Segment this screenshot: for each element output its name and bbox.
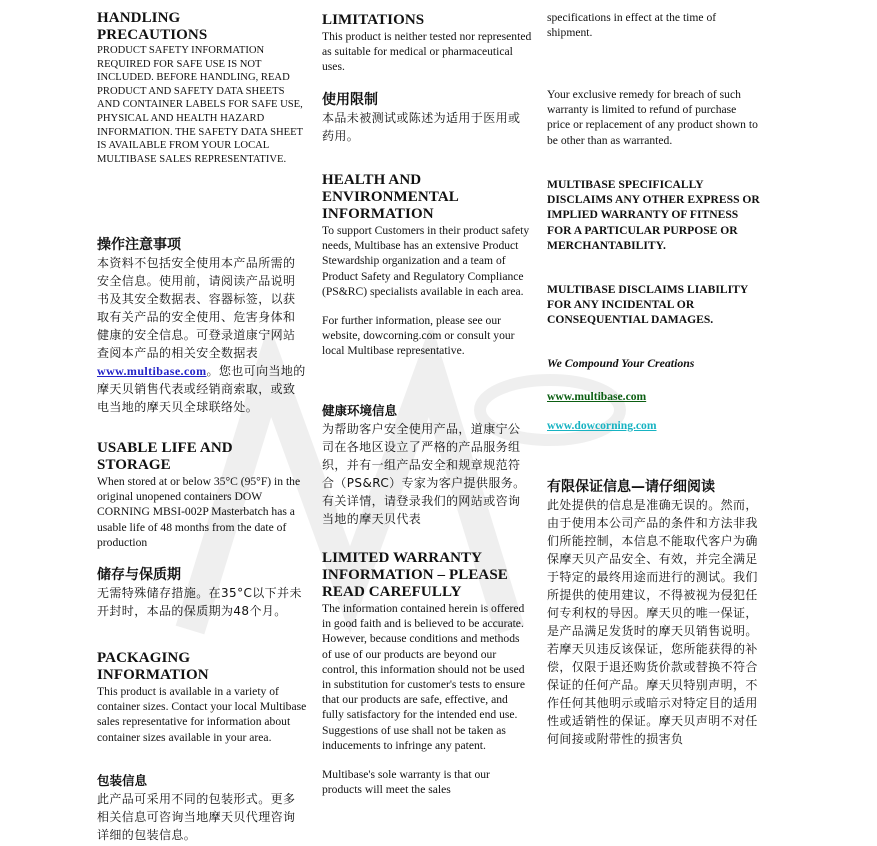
health-title: HEALTH AND ENVIRONMENTAL INFORMATION (322, 172, 459, 222)
warranty-zh-title: 有限保证信息—请仔细阅读 (547, 479, 715, 495)
tagline (547, 356, 762, 371)
handling-zh-title: 操作注意事项 (97, 237, 181, 253)
disclaimer-liability-text: MULTIBASE DISCLAIMS LIABILITY FOR ANY INCIDENTAL OR CONSEQUENTIAL DAMAGES. (547, 283, 748, 327)
health-zh-title: 健康环境信息 (322, 403, 398, 418)
warranty-zh-section (547, 478, 762, 748)
storage-zh-section (97, 566, 307, 620)
multibase-link[interactable]: www.multibase.com (547, 390, 647, 403)
packaging-section (97, 650, 307, 745)
health-body-2: For further information, please see our website, dowcorning.com or consult your local Multibase representative. (322, 314, 515, 358)
handling-zh-body: 本资料不包括安全使用本产品所需的安全信息。使用前，请阅读产品说明书及其安全数据表、容器标签，以获取有关产品的安全使用、危害身体和健康的安全信息。可登录道康宁网站查阅本产品的相关安全数据表www.multibase.com。您也可向当地的摩天贝销售代表或经销商索取，或致电当地的摩天贝全球联络处。 (97, 256, 306, 414)
packaging-zh-section (97, 772, 307, 844)
warranty-body: The information contained herein is offered in good faith and is believed to be accurate. However, because conditions and methods of use of our products are beyond our control, this information should not be used in substitution for customer's tests to ensure that our products are safe, effective, and fully satisfactory for the intended end use. Suggestions of use shall not be taken as inducements to infringe any patent. (322, 602, 526, 752)
packaging-title: PACKAGING INFORMATION (97, 650, 209, 683)
remedy-section (547, 87, 762, 148)
health-zh-section (322, 402, 532, 528)
warranty-title: LIMITED WARRANTY INFORMATION – PLEASE READ CAREFULLY (322, 550, 508, 600)
health-zh-body: 为帮助客户安全使用产品，道康宁公司在各地区设立了严格的产品服务组织，并有一组产品安全和规章规范符合（PS&RC）专家为客户提供服务。有关详情，请登录我们的网站或咨询当地的摩天贝代表 (322, 422, 526, 526)
warranty-continued-text: specifications in effect at the time of shipment. (547, 11, 717, 40)
storage-title: USABLE LIFE AND STORAGE (97, 440, 233, 473)
warranty-zh-body: 此处提供的信息是准确无误的。然而，由于使用本公司产品的条件和方法非我们所能控制，本信息不能取代客户为确保摩天贝产品安全、有效，并完全满足于特定的最终用途而进行的测试。我们所提供的使用建议，不得被视为侵犯任何专利权的导因。摩天贝的唯一保证，是产品满足发货时的摩天贝销售说明。若摩天贝违反该保证，您所能获得的补偿，仅限于退还购货价款或替换不符合保证的任何产品。摩天贝特别声明，不作任何其他明示或暗示对特定目的适用性或适销性的保证。摩天贝声明不对任何间接或附带性的损害负 (547, 498, 758, 746)
packaging-zh-body: 此产品可采用不同的包装形式。更多相关信息可咨询当地摩天贝代理咨询详细的包装信息。 (97, 792, 296, 842)
handling-body: PRODUCT SAFETY INFORMATION REQUIRED FOR SAFE USE IS NOT INCLUDED. BEFORE HANDLING, READ PRODUCT AND SAFETY DATA SHEETS AND CONTAINER LABELS FOR SAFE USE, PHYSICAL AND HEALTH HAZARD INFORMATION. THE SAFETY DATA SHEET IS AVAILABLE FROM YOUR LOCAL MULTIBASE SALES REPRESENTATIVE. (97, 45, 303, 165)
disclaimer-fitness-text: MULTIBASE SPECIFICALLY DISCLAIMS ANY OTHER EXPRESS OR IMPLIED WARRANTY OF FITNESS FOR A PARTICULAR PURPOSE OR MERCHANTABILITY. (547, 178, 760, 252)
multibase-link-inline[interactable]: www.multibase.com (97, 364, 207, 378)
dowcorning-link-row (547, 416, 762, 434)
warranty-continued (547, 10, 762, 40)
handling-section (97, 10, 307, 166)
limitations-zh-title: 使用限制 (322, 92, 378, 108)
health-body: To support Customers in their product safety needs, Multibase has an extensive Product Stewardship organization and a team of Product Safety and Regulatory Compliance (PS&RC) specialists available in each area. (322, 224, 530, 298)
multibase-link-row (547, 387, 762, 405)
storage-body: When stored at or below 35°C (95°F) in the original unopened containers DOW CORNING MBSI-002P Masterbatch has a usable life of 48 months from the date of production (97, 475, 301, 549)
remedy-text: Your exclusive remedy for breach of such warranty is limited to refund of purchase price or replacement of any product shown to be other than as warranted. (547, 88, 758, 147)
limitations-zh-section (322, 91, 532, 145)
handling-zh-section (97, 236, 307, 416)
limitations-title: LIMITATIONS (322, 12, 425, 28)
warranty-body-2: Multibase's sole warranty is that our products will meet the sales (322, 768, 490, 797)
dowcorning-link[interactable]: www.dowcorning.com (547, 419, 657, 432)
packaging-body: This product is available in a variety of container sizes. Contact your local Multibase sales representative for information about container sizes available in your area. (97, 685, 307, 744)
storage-section (97, 440, 307, 550)
storage-zh-title: 储存与保质期 (97, 567, 181, 583)
disclaimer-fitness (547, 177, 762, 253)
packaging-zh-title: 包装信息 (97, 773, 148, 788)
limitations-body: This product is neither tested nor represented as suitable for medical or pharmaceutical uses. (322, 30, 532, 74)
tagline-text: We Compound Your Creations (547, 356, 695, 370)
limitations-section (322, 12, 532, 75)
handling-title: HANDLING PRECAUTIONS (97, 10, 208, 43)
disclaimer-liability (547, 282, 762, 328)
health-section (322, 172, 532, 359)
warranty-section (322, 550, 532, 797)
limitations-zh-body: 本品未被测试或陈述为适用于医用或药用。 (322, 111, 521, 143)
storage-zh-body: 无需特殊储存措施。在35°C以下并未开封时，本品的保质期为48个月。 (97, 586, 302, 618)
